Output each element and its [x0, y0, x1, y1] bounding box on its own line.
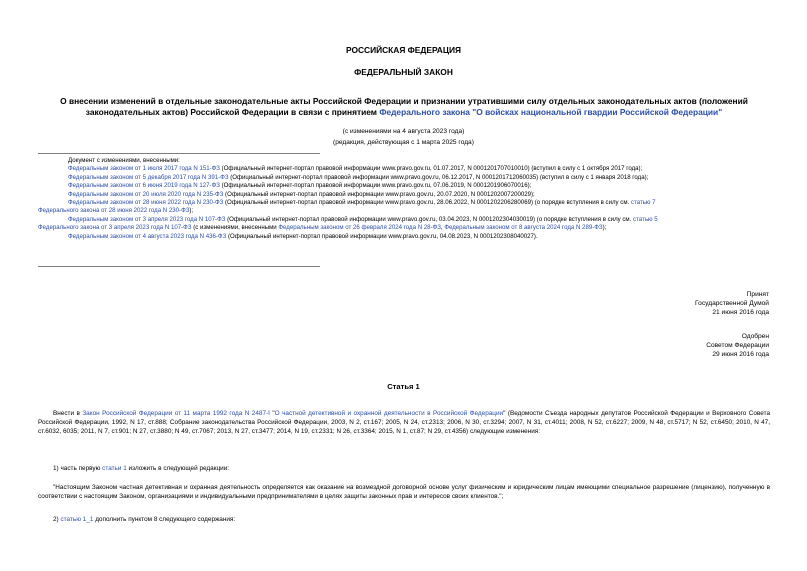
law-title-text: О внесении изменений в отдельные законодательные акты Российской Федерации и признании утратившими силу отдельных законодательных актов (положений законодательных актов) Российской Федерации в связи с принятием [60, 96, 748, 117]
article-link[interactable]: статьи 1 [102, 465, 127, 472]
adoption-duma [695, 290, 769, 317]
duma-date: 21 июня 2016 года [712, 309, 769, 316]
article-paragraph-1: Внести в Закон Российской Федерации от 11 марта 1992 года N 2487-I "О частной детективной и охранной деятельности в Российской Федерации" (Ведомости Съезда народных депутатов Российской Федерации и Верховного Совета Российской Федерации, 1992, N 17, ст.888; Собрание законодательства Российской Федерации, 2003, N 2, ст.167; 2005, N 24, ст.2313; 2006, N 30, ст.3294; 2007, N 31, ст.4011; 2008, N 52, ст.6227; 2009, N 48, ст.5717; N 52, ст.6450; 2010, N 47, ст.6032, 6035; 2011, N 7, ст.901; N 27, ст.3880; N 49, ст.7067; 2013, N 27, ст.3477; 2014, N 19, ст.2331; N 26, ст.3364; 2015, N 1, ст.87; N 29, ст.4356) следующие изменения: [38, 410, 771, 435]
edition-current: (редакция, действующая с 1 марта 2025 года) [333, 139, 474, 146]
law-title-link[interactable]: Федерального закона "О войсках национальной гвардии Российской Федерации" [379, 107, 723, 117]
approved-label: Одобрен [741, 333, 769, 340]
council-date: 29 июня 2016 года [712, 351, 769, 358]
article-paragraph-3: "Настоящим Законом частная детективная и охранная деятельность определяется как оказание на возмездной договорной основе услуг физическим и юридическим лицам имеющими специальное разрешение (лицензию), полученную в соответствии с настоящим Законом, организациями и индивидуальными предпринимателями в целях защиты законных прав и интересов своих клиентов."; [38, 484, 770, 500]
article-heading: Статья 1 [387, 382, 420, 391]
amendment-item: Федеральным законом от 1 июля 2017 года N 151-ФЗ (Официальный интернет-портал правовой информации www.pravo.gov.ru, 01.07.2017, N 0001201707010010) (вступил в силу с 1 октября 2017 года); [68, 165, 643, 173]
amendment-item: Федеральным законом от 5 декабря 2017 года N 391-ФЗ (Официальный интернет-портал правовой информации www.pravo.gov.ru, 06.12.2017, N 0001201712060035) (вступил в силу с 1 января 2018 года); [68, 173, 649, 181]
amendments-list [38, 157, 770, 241]
law-title [36, 96, 772, 118]
amendment-link[interactable]: Федеральным законом от 4 августа 2023 года N 436-ФЗ [68, 232, 227, 240]
amendment-article-link[interactable]: статью 7 [630, 199, 656, 207]
amendment-link[interactable]: Федеральным законом от 28 июня 2022 года N 230-ФЗ [68, 199, 224, 207]
federation-heading: РОССИЙСКАЯ ФЕДЕРАЦИЯ [345, 45, 462, 55]
amendment-item: Федеральным законом от 4 августа 2023 года N 436-ФЗ (Официальный интернет-портал правовой информации www.pravo.gov.ru, 04.08.2023, N 0001202308040027). [68, 232, 538, 240]
council-label: Советом Федерации [706, 342, 769, 349]
accepted-label: Принят [746, 291, 769, 298]
amendment-link[interactable]: Федеральным законом от 6 июня 2019 года N 127-ФЗ [68, 182, 220, 190]
amendment-item: Федеральным законом от 3 апреля 2023 года N 107-ФЗ (Официальный интернет-портал правовой информации www.pravo.gov.ru, 03.04.2023, N 0001202304030019) (о порядке вступления в силу см. статью 5 [68, 215, 658, 223]
amendment-link[interactable]: Федеральным законом от 8 августа 2024 года N 289-ФЗ [444, 224, 603, 232]
amendment-article-link[interactable]: статью 5 [633, 215, 658, 223]
amendment-link[interactable]: Федеральным законом от 3 апреля 2023 года N 107-ФЗ [68, 215, 226, 223]
divider-bottom [38, 266, 320, 267]
amendment-link[interactable]: Федеральным законом от 1 июля 2017 года N 151-ФЗ [68, 165, 220, 173]
amendment-item: Федеральным законом от 6 июня 2019 года N 127-ФЗ (Официальный интернет-портал правовой информации www.pravo.gov.ru, 07.06.2019, N 0001201906070016); [68, 182, 532, 190]
amendment-item-continued: Федерального закона от 3 апреля 2023 года N 107-ФЗ (с изменениями, внесенными Федеральным законом от 26 февраля 2024 года N 28-ФЗ, Федеральным законом от 8 августа 2024 года N 289-ФЗ); [38, 224, 607, 232]
article-link[interactable]: статью 1_1 [60, 516, 94, 523]
law-type-heading: ФЕДЕРАЛЬНЫЙ ЗАКОН [354, 67, 453, 77]
amendment-link[interactable]: Федерального закона от 3 апреля 2023 года N 107-ФЗ [38, 224, 192, 232]
amendment-item: Федеральным законом от 28 июня 2022 года N 230-ФЗ (Официальный интернет-портал правовой информации www.pravo.gov.ru, 28.06.2022, N 0001202206280069) (о порядке вступления в силу см. статью 7 [68, 199, 656, 207]
law-name-link[interactable]: О частной детективной и охранной деятельности в Российской Федерации [274, 410, 504, 417]
amendment-link[interactable]: Федеральным законом от 20 июля 2020 года N 235-ФЗ [68, 190, 224, 198]
amendment-item-continued: Федерального закона от 28 июня 2022 года N 230-ФЗ); [38, 207, 194, 215]
amendment-link[interactable]: Федеральным законом от 26 февраля 2024 года N 28-ФЗ [278, 224, 441, 232]
amendment-item: Федеральным законом от 20 июля 2020 года N 235-ФЗ (Официальный интернет-портал правовой информации www.pravo.gov.ru, 20.07.2020, N 0001202007200029); [68, 190, 535, 198]
amendment-link[interactable]: Федеральным законом от 5 декабря 2017 года N 391-ФЗ [68, 173, 229, 181]
amendments-intro: Документ с изменениями, внесенными: [68, 157, 180, 164]
duma-label: Государственной Думой [695, 300, 769, 307]
edition-changes: (с изменениями на 4 августа 2023 года) [342, 128, 465, 135]
divider-top [38, 153, 320, 154]
adoption-council [706, 332, 769, 359]
article-paragraph-2: 1) часть первую статьи 1 изложить в следующей редакции: [53, 465, 230, 472]
article-paragraph-4: 2) статью 1_1 дополнить пунктом 8 следующего содержания: [53, 516, 236, 523]
amendment-link[interactable]: Федерального закона от 28 июня 2022 года N 230-ФЗ [38, 207, 190, 215]
law-link[interactable]: Закон Российской Федерации от 11 марта 1992 года N 2487-I [82, 410, 270, 417]
